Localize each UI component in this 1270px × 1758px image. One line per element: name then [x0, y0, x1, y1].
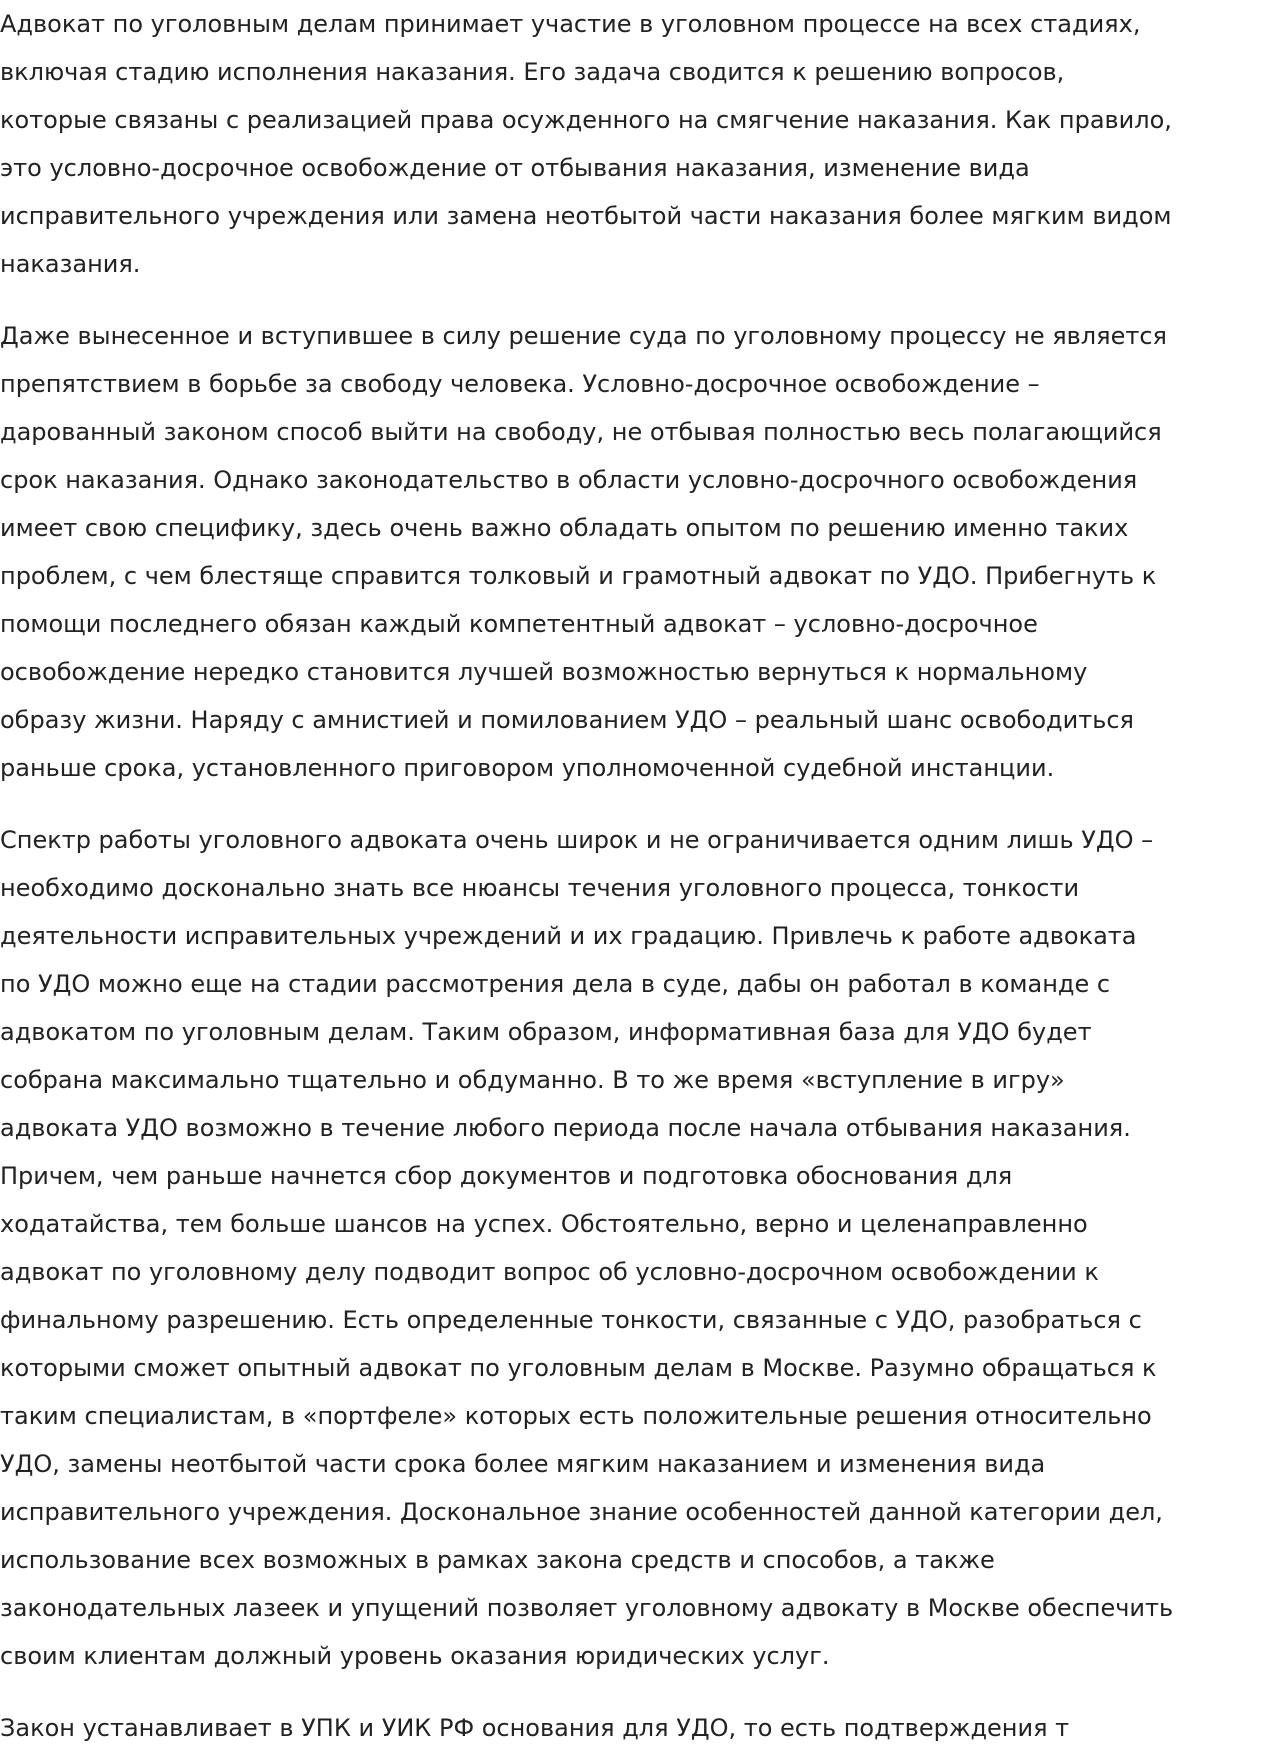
text-line: своим клиентам должный уровень оказания юридических услуг.	[0, 1641, 830, 1670]
text-line: проблем, с чем блестяще справится толковый и грамотный адвокат по УДО. Прибегнуть к	[0, 561, 1157, 590]
text-line: дарованный законом способ выйти на свободу, не отбывая полностью весь полагающийся	[0, 417, 1162, 446]
text-line: это условно-досрочное освобождение от отбывания наказания, изменение вида	[0, 153, 1030, 182]
text-line: исправительного учреждения. Доскональное знание особенностей данной категории дел,	[0, 1497, 1163, 1526]
text-line: финальному разрешению. Есть определенные тонкости, связанные с УДО, разобраться с	[0, 1305, 1142, 1334]
text-line: Спектр работы уголовного адвоката очень широк и не ограничивается одним лишь УДО –	[0, 825, 1154, 854]
text-line: Адвокат по уголовным делам принимает участие в уголовном процессе на всех стадиях,	[0, 9, 1141, 38]
text-line: которыми сможет опытный адвокат по уголовным делам в Москве. Разумно обращаться к	[0, 1353, 1157, 1382]
text-line: деятельности исправительных учреждений и их градацию. Привлечь к работе адвоката	[0, 921, 1137, 950]
text-line: собрана максимально тщательно и обдуманно. В то же время «вступление в игру»	[0, 1065, 1065, 1094]
text-line: законодательных лазеек и упущений позволяет уголовному адвокату в Москве обеспечить	[0, 1593, 1174, 1622]
text-line: образу жизни. Наряду с амнистией и помилованием УДО – реальный шанс освободиться	[0, 705, 1134, 734]
text-line: Даже вынесенное и вступившее в силу решение суда по уголовному процессу не является	[0, 321, 1167, 350]
text-line: включая стадию исполнения наказания. Его задача сводится к решению вопросов,	[0, 57, 1065, 86]
text-line: раньше срока, установленного приговором уполномоченной судебной инстанции.	[0, 753, 1055, 782]
paragraph-law	[0, 1704, 1270, 1752]
text-line: исправительного учреждения или замена неотбытой части наказания более мягким видом	[0, 201, 1172, 230]
text-line: которые связаны с реализацией права осужденного на смягчение наказания. Как правило,	[0, 105, 1172, 134]
text-line: необходимо досконально знать все нюансы течения уголовного процесса, тонкости	[0, 873, 1080, 902]
text-line: препятствием в борьбе за свободу человека. Условно-досрочное освобождение –	[0, 369, 1040, 398]
text-line: таким специалистам, в «портфеле» которых есть положительные решения относительно	[0, 1401, 1152, 1430]
text-line: адвокатом по уголовным делам. Таким образом, информативная база для УДО будет	[0, 1017, 1092, 1046]
paragraph-udo	[0, 312, 1270, 792]
text-line: освобождение нередко становится лучшей возможностью вернуться к нормальному	[0, 657, 1088, 686]
paragraph-intro	[0, 0, 1270, 288]
text-line: Закон устанавливает в УПК и УИК РФ основания для УДО, то есть подтверждения т	[0, 1713, 1070, 1742]
text-line: ходатайства, тем больше шансов на успех. Обстоятельно, верно и целенаправленно	[0, 1209, 1088, 1238]
text-line: наказания.	[0, 249, 141, 278]
text-line: имеет свою специфику, здесь очень важно обладать опытом по решению именно таких	[0, 513, 1129, 542]
text-line: по УДО можно еще на стадии рассмотрения дела в суде, дабы он работал в команде с	[0, 969, 1111, 998]
text-line: срок наказания. Однако законодательство в области условно-досрочного освобождения	[0, 465, 1138, 494]
text-line: использование всех возможных в рамках закона средств и способов, а также	[0, 1545, 995, 1574]
text-line: Причем, чем раньше начнется сбор документов и подготовка обоснования для	[0, 1161, 1013, 1190]
text-line: помощи последнего обязан каждый компетентный адвокат – условно-досрочное	[0, 609, 1038, 638]
text-line: адвоката УДО возможно в течение любого периода после начала отбывания наказания.	[0, 1113, 1131, 1142]
paragraph-scope	[0, 816, 1270, 1680]
text-line: адвокат по уголовному делу подводит вопрос об условно-досрочном освобождении к	[0, 1257, 1099, 1286]
text-line: УДО, замены неотбытой части срока более мягким наказанием и изменения вида	[0, 1449, 1046, 1478]
